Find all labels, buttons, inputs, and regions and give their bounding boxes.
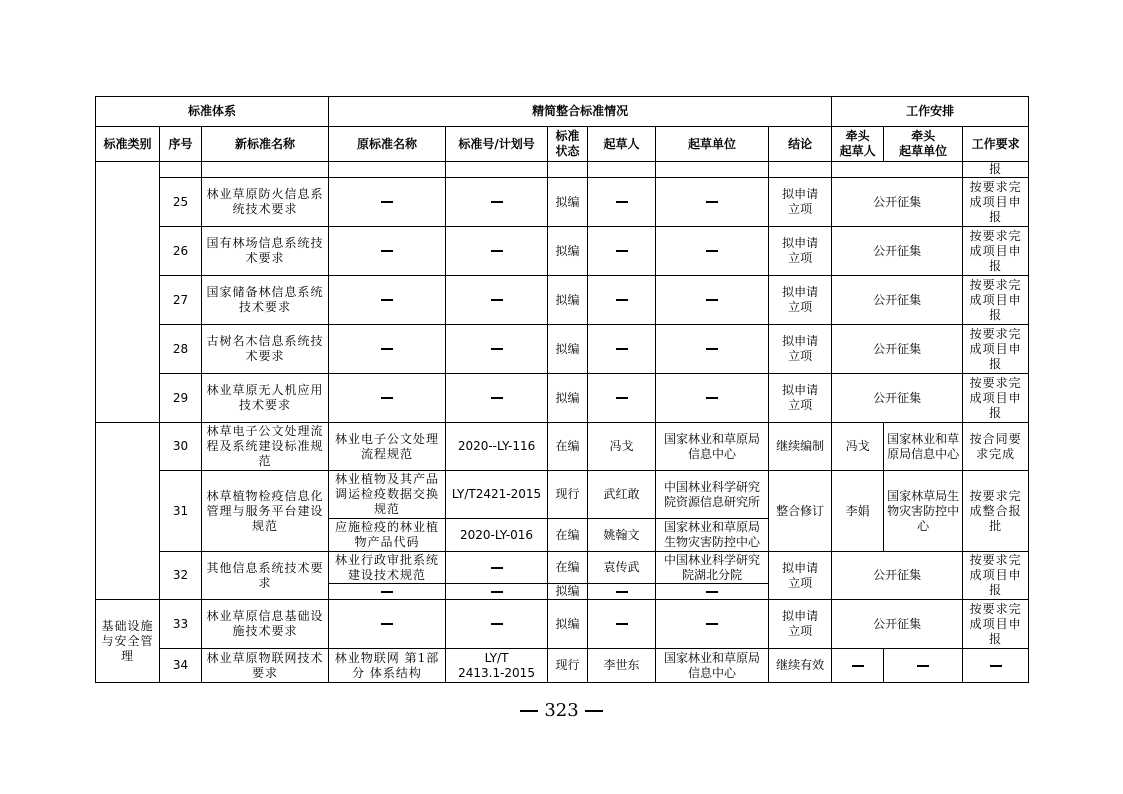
dash-mark bbox=[381, 250, 393, 252]
row-unit: 中国林业科学研究院资源信息研究所 bbox=[656, 471, 769, 519]
dash-mark bbox=[616, 397, 628, 399]
row-lead-drafter: 冯戈 bbox=[832, 423, 884, 471]
row-name: 林业草原防火信息系统技术要求 bbox=[202, 178, 329, 227]
row-conclusion: 拟申请 立项 bbox=[769, 552, 832, 600]
row-status: 拟编 bbox=[548, 276, 588, 325]
row-req: 按要求完 成项目申 报 bbox=[963, 600, 1029, 649]
row-req: 按要求完 成项目申 报 bbox=[963, 276, 1029, 325]
row-work: 公开征集 bbox=[832, 325, 963, 374]
row-status: 拟编 bbox=[548, 584, 588, 600]
row-status: 现行 bbox=[548, 471, 588, 519]
dash-mark bbox=[491, 567, 503, 569]
group-system: 标准体系 bbox=[96, 97, 329, 127]
row-name: 林草植物检疫信息化管理与服务平台建设规范 bbox=[202, 471, 329, 552]
row-seq: 28 bbox=[160, 325, 202, 374]
dash-mark bbox=[990, 665, 1002, 667]
row-seq: 30 bbox=[160, 423, 202, 471]
row-status: 在编 bbox=[548, 423, 588, 471]
row-conclusion: 继续编制 bbox=[769, 423, 832, 471]
group-work: 工作安排 bbox=[832, 97, 1029, 127]
row-req: 按要求完 成项目申 报 bbox=[963, 325, 1029, 374]
col-new-name: 新标准名称 bbox=[202, 127, 329, 162]
row-unit: 国家林业和草原局信息中心 bbox=[656, 649, 769, 683]
dash-mark bbox=[491, 250, 503, 252]
dash-mark bbox=[381, 397, 393, 399]
dash-mark bbox=[381, 591, 393, 593]
row-seq: 27 bbox=[160, 276, 202, 325]
row-lead-unit: 国家林业和草原局信息中心 bbox=[884, 423, 963, 471]
row-seq: 29 bbox=[160, 374, 202, 423]
row-seq: 34 bbox=[160, 649, 202, 683]
row-work: 公开征集 bbox=[832, 552, 963, 600]
row-conclusion: 拟申请 立项 bbox=[769, 276, 832, 325]
row-unit: 国家林业和草原局生物灾害防控中心 bbox=[656, 519, 769, 552]
row-conclusion: 拟申请 立项 bbox=[769, 325, 832, 374]
col-lead-drafter: 牵头 起草人 bbox=[832, 127, 884, 162]
row-status: 现行 bbox=[548, 649, 588, 683]
row-drafter: 袁传武 bbox=[588, 552, 656, 584]
col-unit: 起草单位 bbox=[656, 127, 769, 162]
carryover-row bbox=[96, 162, 1029, 178]
dash-mark bbox=[706, 591, 718, 593]
dash-mark bbox=[491, 348, 503, 350]
dash-mark bbox=[616, 201, 628, 203]
dash-mark bbox=[491, 397, 503, 399]
row-orig-name: 林业物联网 第1部分 体系结构 bbox=[329, 649, 446, 683]
table-row bbox=[96, 276, 1029, 325]
col-lead-unit: 牵头 起草单位 bbox=[884, 127, 963, 162]
row-drafter: 姚翰文 bbox=[588, 519, 656, 552]
category-cell: 基础设施与安全管理 bbox=[96, 600, 160, 683]
col-seq: 序号 bbox=[160, 127, 202, 162]
row-name: 林草电子公文处理流程及系统建设标准规范 bbox=[202, 423, 329, 471]
page-number-value: 323 bbox=[544, 700, 579, 721]
row-seq: 32 bbox=[160, 552, 202, 600]
table-row bbox=[96, 423, 1029, 471]
row-req: 按要求完 成项目申 报 bbox=[963, 552, 1029, 600]
row-req: 按要求完 成项目申 报 bbox=[963, 178, 1029, 227]
row-orig-name: 林业植物及其产品调运检疫数据交换规范 bbox=[329, 471, 446, 519]
row-drafter: 武红敢 bbox=[588, 471, 656, 519]
col-category: 标准类别 bbox=[96, 127, 160, 162]
row-name: 其他信息系统技术要求 bbox=[202, 552, 329, 600]
dash-mark bbox=[706, 623, 718, 625]
row-work: 公开征集 bbox=[832, 374, 963, 423]
row-drafter: 冯戈 bbox=[588, 423, 656, 471]
col-status: 标准 状态 bbox=[548, 127, 588, 162]
table-row bbox=[96, 325, 1029, 374]
dash-mark bbox=[616, 250, 628, 252]
row-work: 公开征集 bbox=[832, 600, 963, 649]
table-row bbox=[96, 552, 1029, 584]
row-name: 林业草原无人机应用技术要求 bbox=[202, 374, 329, 423]
col-requirement: 工作要求 bbox=[963, 127, 1029, 162]
row-status: 拟编 bbox=[548, 227, 588, 276]
dash-mark bbox=[616, 348, 628, 350]
row-status: 拟编 bbox=[548, 374, 588, 423]
table-row bbox=[96, 178, 1029, 227]
col-conclusion: 结论 bbox=[769, 127, 832, 162]
row-req: 按要求完 成项目申 报 bbox=[963, 227, 1029, 276]
row-seq: 33 bbox=[160, 600, 202, 649]
row-lead-unit: 国家林草局生物灾害防控中心 bbox=[884, 471, 963, 552]
dash-mark bbox=[706, 397, 718, 399]
column-header-row bbox=[96, 127, 1029, 162]
dash-mark bbox=[381, 623, 393, 625]
row-unit: 中国林业科学研究院湖北分院 bbox=[656, 552, 769, 584]
dash-mark bbox=[491, 623, 503, 625]
table-row bbox=[96, 649, 1029, 683]
dash-mark bbox=[491, 299, 503, 301]
carryover-req: 报 bbox=[963, 162, 1029, 178]
row-conclusion: 整合修订 bbox=[769, 471, 832, 552]
row-status: 拟编 bbox=[548, 178, 588, 227]
dash-mark bbox=[706, 348, 718, 350]
category-cell-blank bbox=[96, 162, 160, 423]
page-number bbox=[0, 700, 1123, 721]
row-code: 2020--LY-116 bbox=[446, 423, 548, 471]
row-conclusion: 拟申请 立项 bbox=[769, 178, 832, 227]
row-conclusion: 继续有效 bbox=[769, 649, 832, 683]
row-seq: 31 bbox=[160, 471, 202, 552]
row-conclusion: 拟申请 立项 bbox=[769, 600, 832, 649]
row-name: 国有林场信息系统技术要求 bbox=[202, 227, 329, 276]
row-seq: 26 bbox=[160, 227, 202, 276]
dash-mark bbox=[616, 623, 628, 625]
standards-table bbox=[95, 96, 1029, 683]
row-status: 拟编 bbox=[548, 600, 588, 649]
dash-mark bbox=[491, 201, 503, 203]
col-orig-name: 原标准名称 bbox=[329, 127, 446, 162]
row-name: 古树名木信息系统技术要求 bbox=[202, 325, 329, 374]
row-orig-name: 林业行政审批系统建设技术规范 bbox=[329, 552, 446, 584]
dash-mark bbox=[917, 665, 929, 667]
row-work: 公开征集 bbox=[832, 227, 963, 276]
dash-mark bbox=[616, 591, 628, 593]
row-work: 公开征集 bbox=[832, 276, 963, 325]
dash-mark bbox=[706, 201, 718, 203]
table-row bbox=[96, 600, 1029, 649]
group-header-row bbox=[96, 97, 1029, 127]
row-lead-drafter: 李娟 bbox=[832, 471, 884, 552]
table-row bbox=[96, 471, 1029, 519]
dash-mark bbox=[381, 201, 393, 203]
row-status: 在编 bbox=[548, 552, 588, 584]
row-drafter: 李世东 bbox=[588, 649, 656, 683]
dash-mark bbox=[381, 348, 393, 350]
row-req: 按合同要求完成 bbox=[963, 423, 1029, 471]
row-orig-name: 应施检疫的林业植物产品代码 bbox=[329, 519, 446, 552]
row-conclusion: 拟申请 立项 bbox=[769, 374, 832, 423]
row-orig-name: 林业电子公文处理流程规范 bbox=[329, 423, 446, 471]
category-cell-blank bbox=[96, 423, 160, 600]
dash-mark bbox=[706, 299, 718, 301]
page-number-dash-right bbox=[585, 710, 603, 712]
row-req: 按要求完成整合报批 bbox=[963, 471, 1029, 552]
table-row bbox=[96, 227, 1029, 276]
dash-mark bbox=[706, 250, 718, 252]
row-code: LY/T 2413.1-2015 bbox=[446, 649, 548, 683]
dash-mark bbox=[491, 591, 503, 593]
dash-mark bbox=[616, 299, 628, 301]
group-consolidation: 精简整合标准情况 bbox=[329, 97, 832, 127]
dash-mark bbox=[381, 299, 393, 301]
col-drafter: 起草人 bbox=[588, 127, 656, 162]
row-code: LY/T2421-2015 bbox=[446, 471, 548, 519]
row-req: 按要求完 成项目申 报 bbox=[963, 374, 1029, 423]
row-unit: 国家林业和草原局信息中心 bbox=[656, 423, 769, 471]
page-number-dash-left bbox=[520, 710, 538, 712]
row-status: 拟编 bbox=[548, 325, 588, 374]
row-conclusion: 拟申请 立项 bbox=[769, 227, 832, 276]
row-status: 在编 bbox=[548, 519, 588, 552]
row-name: 林业草原物联网技术要求 bbox=[202, 649, 329, 683]
dash-mark bbox=[852, 665, 864, 667]
row-name: 林业草原信息基础设施技术要求 bbox=[202, 600, 329, 649]
row-code: 2020-LY-016 bbox=[446, 519, 548, 552]
col-code: 标准号/计划号 bbox=[446, 127, 548, 162]
row-work: 公开征集 bbox=[832, 178, 963, 227]
table-row bbox=[96, 374, 1029, 423]
row-seq: 25 bbox=[160, 178, 202, 227]
row-name: 国家储备林信息系统技术要求 bbox=[202, 276, 329, 325]
